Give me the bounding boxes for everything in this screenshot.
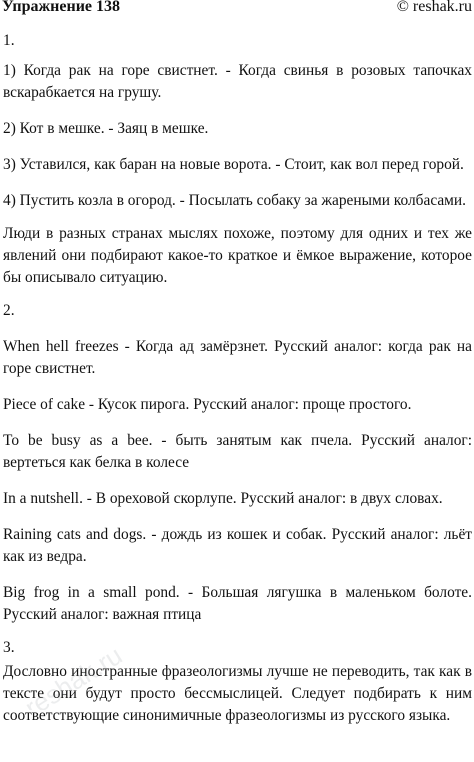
list-item: To be busy as a bee. - быть занятым как пчела. Русский аналог: вертеться как белка в колесе <box>3 432 472 471</box>
section-number: 3. <box>3 639 15 656</box>
list-item: 4) Пустить козла в огород. - Посылать собаку за жареными колбасами. <box>3 192 466 209</box>
exercise-title: Упражнение 138 <box>2 0 121 15</box>
list-item: Big frog in a small pond. - Большая лягушка в маленьком болоте. Русский аналог: важная птица <box>3 584 472 623</box>
conclusion-paragraph: Люди в разных странах мыслях похоже, поэтому для одних и тех же явлений они подбирают какое-то краткое и ёмкое выражение, которое бы описывало ситуацию. <box>3 225 472 286</box>
list-item: Piece of cake - Кусок пирога. Русский аналог: проще простого. <box>3 396 412 413</box>
header <box>0 0 474 22</box>
section-number: 1. <box>3 32 15 49</box>
list-item: 3) Уставился, как баран на новые ворота. - Стоит, как вол перед горой. <box>3 156 464 173</box>
list-item: 2) Кот в мешке. - Заяц в мешке. <box>3 120 209 137</box>
watermark-text: reshak.ru <box>19 640 128 710</box>
exercise-content <box>0 22 474 727</box>
section-number: 2. <box>3 302 15 319</box>
list-item: Raining cats and dogs. - дождь из кошек и собак. Русский аналог: льёт как из ведра. <box>3 526 472 565</box>
source-label: © reshak.ru <box>396 0 472 15</box>
closing-paragraph: Дословно иностранные фразеологизмы лучше не переводить, так как в тексте они будут просто бессмыслицей. Следует подбирать к ним соответствующие синонимичные фразеологизмы из русского языка. <box>3 663 472 724</box>
list-item: In a nutshell. - В ореховой скорлупе. Русский аналог: в двух словах. <box>3 490 443 507</box>
list-item: 1) Когда рак на горе свистнет. - Когда свинья в розовых тапочках вскарабкается на грушу. <box>3 62 472 101</box>
list-item: When hell freezes - Когда ад замёрзнет. Русский аналог: когда рак на горе свистнет. <box>3 338 472 377</box>
